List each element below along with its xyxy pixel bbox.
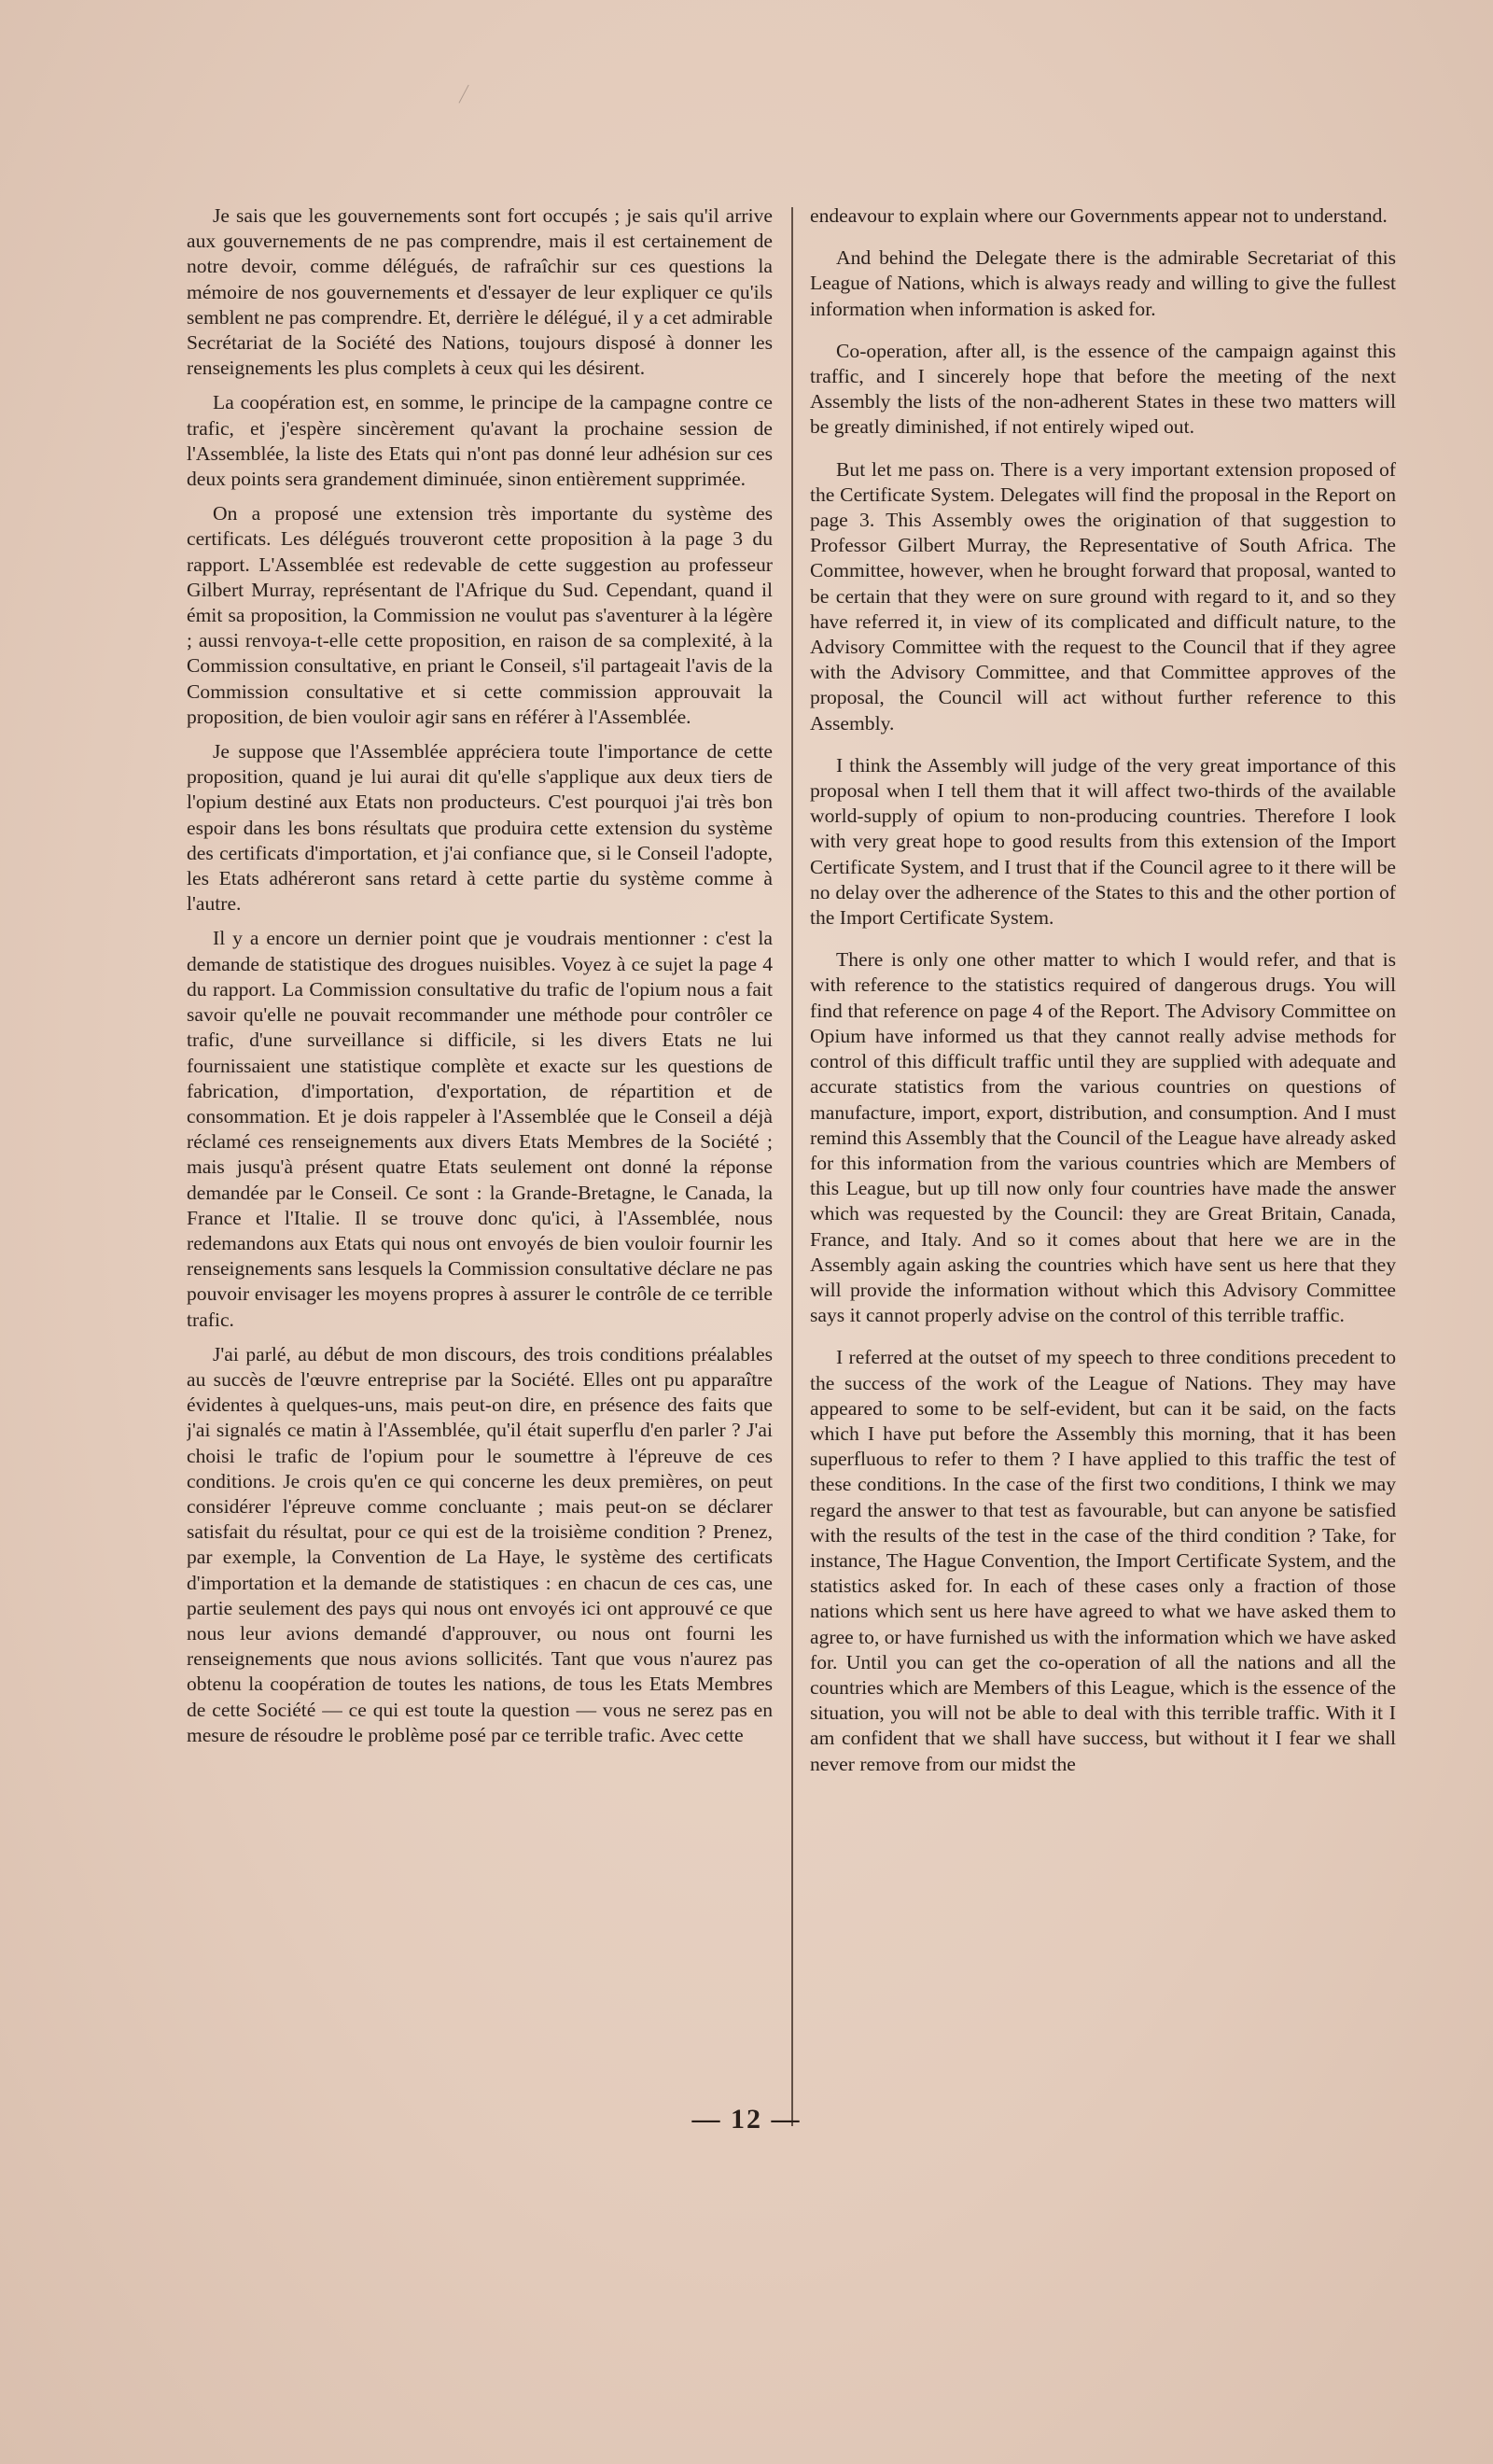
paragraph: Je suppose que l'Assemblée appréciera toute l'importance de cette proposition, quand je lui aurai dit qu'elle s'applique aux deux tiers de l'opium destiné aux Etats non producteurs. C'est pourquoi j'ai très bon espoir dans les bons résultats que produira cette extension du système des certificats d'importation, et j'ai confiance que, si le Conseil l'adopte, les Etats adhéreront sans retard à cette partie du système comme à l'autre. <box>187 740 773 916</box>
paragraph: But let me pass on. There is a very important extension proposed of the Certificate System. Delegates will find the proposal in the Report on page 3. This Assembly owes the origination of that suggestion to Professor Gilbert Murray, the Representative of South Africa. The Committee, however, when he brought forward that proposal, wanted to be certain that they were on sure ground with regard to it, and so they have referred it, in view of its complicated and difficult nature, to the Advisory Committee with the request to the Council that if they agree with the Advisory Committee, and that Committee approves of the proposal, the Council will act without further reference to this Assembly. <box>810 457 1396 735</box>
paragraph: I referred at the outset of my speech to three conditions precedent to the success of the work of the League of Nations. They may have appeared to some to be self-evident, but can it be said, on the facts which I have put before the Assembly this morning, that it has been superfluous to refer to them ? I have applied to this traffic the test of these conditions. In the case of the first two conditions, I think we may regard the answer to that test as favourable, but can anyone be satisfied with the results of the test in the case of the third condition ? Take, for instance, The Hague Convention, the Import Certificate System, and the statistics asked for. In each of these cases only a fraction of those nations which sent us here have agreed to what we have asked them to agree to, or have furnished us with the information which we have asked for. Until you can get the co-operation of all the nations and all the countries which are Members of this League, which is the essence of the situation, you will not be able to deal with this terrible traffic. With it I am confident that we shall have success, but without it I fear we shall never remove from our midst the <box>810 1346 1396 1775</box>
page-number: — 12 — <box>691 2104 802 2135</box>
paragraph: There is only one other matter to which I would refer, and that is with reference to the statistics required of dangerous drugs. You will find that reference on page 4 of the Report. The Advisory Committee on Opium have informed us that they cannot really advise methods for control of this difficult traffic until they are supplied with adequate and accurate statistics from the various countries on questions of manufacture, import, export, distribution, and consumption. And I must remind this Assembly that the Council of the League have already asked for this information from the various countries which are Members of this League, but up till now only four countries have made the answer which was requested by the Council: they are Great Britain, Canada, France, and Italy. And so it comes about that here we are in the Assembly again asking the countries which have sent us here that they will provide the information without which this Advisory Committee says it cannot properly advise on the control of this terrible traffic. <box>810 948 1396 1327</box>
paragraph: I think the Assembly will judge of the very great importance of this proposal when I tell them that it will affect two-thirds of the available world-supply of opium to non-producing countries. Therefore I look with very great hope to good results from this extension of the Import Certificate System, and I trust that if the Council agree to it there will be no delay over the adherence of the States to this and the other portion of the Import Certificate System. <box>810 753 1396 930</box>
column-divider <box>791 207 793 2126</box>
french-column <box>187 203 773 2126</box>
paragraph: Je sais que les gouvernements sont fort occupés ; je sais qu'il arrive aux gouvernements de ne pas comprendre, mais il est certainement de notre devoir, comme délégués, de rafraîchir sur ces questions la mémoire de nos gouvernements et d'essayer de leur expliquer ce qu'ils semblent ne pas comprendre. Et, derrière le délégué, il y a cet admirable Secrétariat de la Société des Nations, toujours disposé à donner les renseignements les plus complets à ceux qui les désirent. <box>187 204 773 380</box>
paragraph: Co-operation, after all, is the essence of the campaign against this traffic, and I sincerely hope that before the meeting of the next Assembly the lists of the non-adherent States in these two matters will be greatly diminished, if not entirely wiped out. <box>810 339 1396 439</box>
paragraph: endeavour to explain where our Governments appear not to understand. <box>810 204 1388 227</box>
paragraph: La coopération est, en somme, le principe de la campagne contre ce trafic, et j'espère sincèrement qu'avant la prochaine session de l'Assemblée, la liste des Etats qui n'ont pas donné leur adhésion sur ces deux points sera grandement diminuée, sinon entièrement supprimée. <box>187 391 773 491</box>
paragraph: J'ai parlé, au début de mon discours, des trois conditions préalables au succès de l'œuvre entreprise par la Société. Elles ont pu apparaître évidentes à quelques-uns, mais peut-on dire, en présence des faits que j'ai signalés ce matin à l'Assemblée, qu'il était superflu d'en parler ? J'ai choisi le trafic de l'opium pour le soumettre à l'épreuve de ces conditions. Je crois qu'en ce qui concerne les deux premières, on peut considérer l'épreuve comme concluante ; mais peut-on se déclarer satisfait du résultat, pour ce qui est de la troisième condition ? Prenez, par exemple, la Convention de La Haye, le système des certificats d'importation et la demande de statistiques : en chacun de ces cas, une partie seulement des pays qui nous ont envoyés ici ont approuvé ce que nous leur avions demandé d'approuver, ou nous ont fourni les renseignements que nous avions sollicités. Tant que vous n'aurez pas obtenu la coopération de toutes les nations, de tous les Etats Membres de cette Société — ce qui est toute la question — vous ne serez pas en mesure de résoudre le problème posé par ce terrible trafic. Avec cette <box>187 1342 773 1746</box>
pencil-mark <box>458 85 477 108</box>
paragraph: On a proposé une extension très importante du système des certificats. Les délégués trouveront cette proposition à la page 3 du rapport. L'Assemblée est redevable de cette suggestion au professeur Gilbert Murray, représentant de l'Afrique du Sud. Cependant, quand il émit sa proposition, la Commission ne voulut pas s'aventurer à la légère ; aussi renvoya-t-elle cette proposition, en raison de sa complexité, à la Commission consultative, en priant le Conseil, s'il partageait l'avis de la Commission consultative et si cette commission approuvait la proposition, de bien vouloir agir sans en référer à l'Assemblée. <box>187 502 773 728</box>
paragraph: Il y a encore un dernier point que je voudrais mentionner : c'est la demande de statistique des drogues nuisibles. Voyez à ce sujet la page 4 du rapport. La Commission consultative du trafic de l'opium nous a fait savoir qu'elle ne pouvait recommander une méthode pour contrôler ce trafic, d'une surveillance si difficile, si les divers Etats ne lui fournissaient une statistique complète et exacte sur les questions de fabrication, d'importation, d'exportation, de répartition et de consommation. Et je dois rappeler à l'Assemblée que le Conseil a déjà réclamé ces renseignements aux divers Etats Membres de la Société ; mais jusqu'à présent quatre Etats seulement ont donné la réponse demandée par le Conseil. Ce sont : la Grande-Bretagne, le Canada, la France et l'Italie. Il se trouve donc qu'ici, à l'Assemblée, nous redemandons aux Etats qui nous ont envoyés de bien vouloir fournir les renseignements sans lesquels la Commission consultative déclare ne pas pouvoir envisager les moyens propres à assurer le contrôle de ce terrible trafic. <box>187 927 773 1331</box>
english-column <box>810 203 1396 2126</box>
paragraph: And behind the Delegate there is the admirable Secretariat of this League of Nations, which is always ready and willing to give the fullest information when information is asked for. <box>810 246 1396 320</box>
